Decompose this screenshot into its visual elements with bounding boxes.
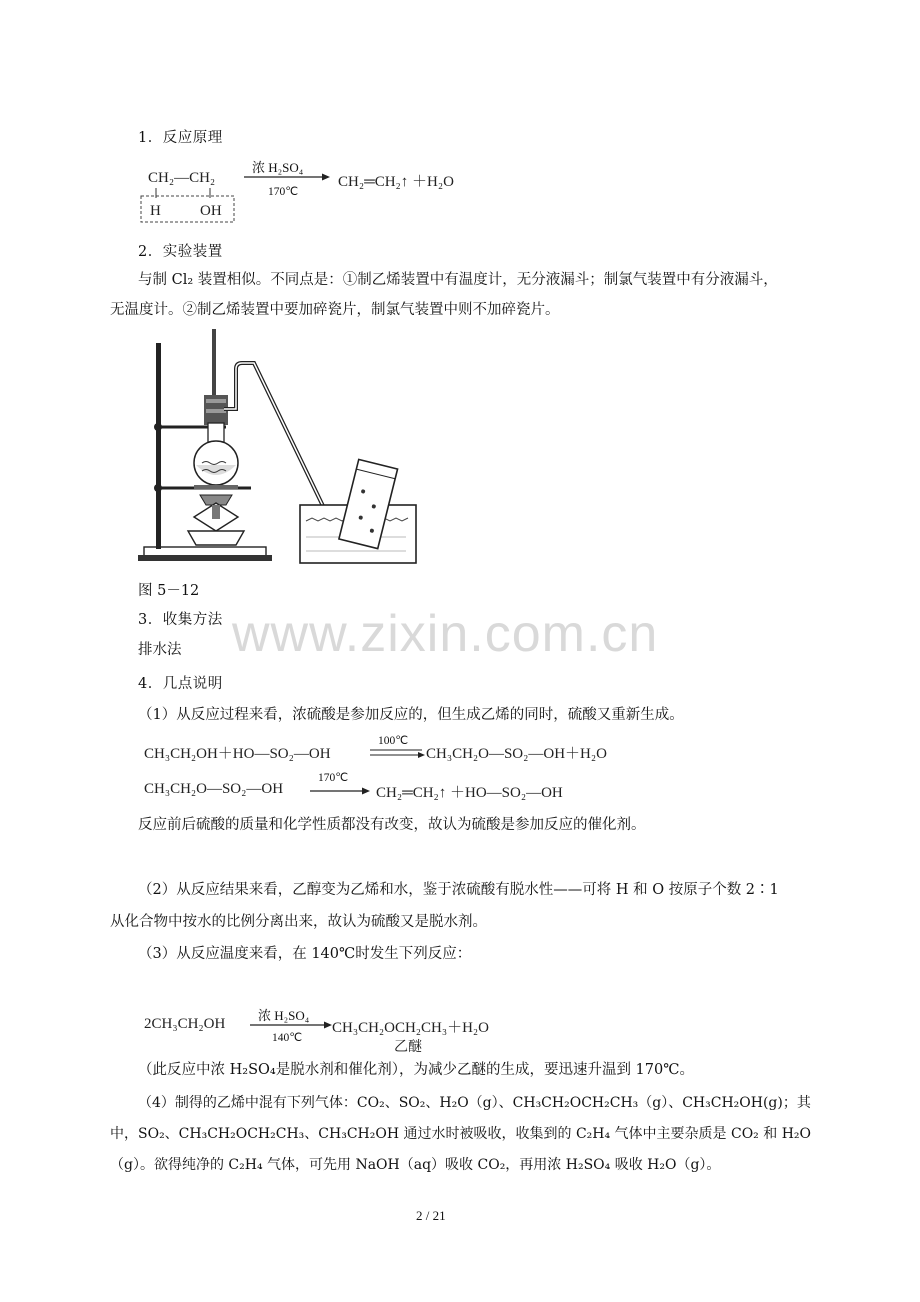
eq1-catalyst: 浓 H₂SO₄ [252,160,304,175]
figure-caption: 图 5－12 [138,583,200,599]
eq4-catalyst: 浓 H₂SO₄ [258,1008,310,1023]
point-2-line-1: （2）从反应结果来看，乙醇变为乙烯和水，鉴于浓硫酸有脱水性——可将 H 和 O 按原子个数 2∶1 [138,882,779,898]
point-3-text: （3）从反应温度来看，在 140℃时发生下列反应： [138,946,472,962]
point-1-text: （1）从反应过程来看，浓硫酸是参加反应的，但生成乙烯的同时，硫酸又重新生成。 [138,707,684,723]
section-3-text: 排水法 [138,642,182,658]
eq3-condition: 170℃ [318,772,349,784]
eq2-condition: 100℃ [378,735,409,747]
eq1-hydrogen: H [150,203,161,219]
point-2-line-2: 从化合物中按水的比例分离出来，故认为硫酸又是脱水剂。 [110,914,487,930]
apparatus-figure [136,325,426,573]
eq4-arrow [250,1020,334,1030]
section-4-heading: 4．几点说明 [138,676,223,692]
page-number: 2 / 21 [416,1208,446,1223]
eq4-product-name: 乙醚 [394,1040,422,1055]
section-2-line-1: 与制 Cl₂ 装置相似。不同点是：①制乙烯装置中有温度计，无分液漏斗；制氯气装置中有分液漏斗， [138,272,778,288]
eq4-right: CH₃CH₂OCH₂CH₃＋H₂O [332,1020,489,1036]
point-4-line-2: 中，SO₂、CH₃CH₂OCH₂CH₃、CH₃CH₂OH 通过水时被吸收，收集到的 C₂H₄ 气体中主要杂质是 CO₂ 和 H₂O [110,1126,811,1142]
eq1-reactant-chain: CH₂—CH₂ [148,170,216,186]
eq2-left: CH₃CH₂OH＋HO—SO₂—OH [144,746,331,762]
eq4-left: 2CH₃CH₂OH [144,1016,226,1032]
section-2-line-2: 无温度计。②制乙烯装置中要加碎瓷片，制氯气装置中则不加碎瓷片。 [110,302,560,318]
eq3-arrow [310,786,372,796]
eq1-arrow [244,172,332,182]
eq1-product: CH₂═CH₂↑ ＋H₂O [338,174,454,190]
eq3-left: CH₃CH₂O—SO₂—OH [144,781,284,797]
eq4-temperature: 140℃ [272,1032,303,1044]
section-1-heading: 1．反应原理 [138,130,223,146]
point-4-line-1: （4）制得的乙烯中混有下列气体：CO₂、SO₂、H₂O（g）、CH₃CH₂OCH₂CH₃（g）、CH₃CH₂OH(g)；其 [138,1095,811,1111]
section-2-heading: 2．实验装置 [138,244,223,260]
point-4-line-3: （g）。欲得纯净的 C₂H₄ 气体，可先用 NaOH（aq）吸收 CO₂，再用浓 H₂SO₄ 吸收 H₂O（g）。 [110,1157,721,1173]
eq1-temperature: 170℃ [268,186,299,198]
point-1-conclusion: 反应前后硫酸的质量和化学性质都没有改变，故认为硫酸是参加反应的催化剂。 [138,817,646,833]
section-3-heading: 3．收集方法 [138,612,223,628]
eq2-equilibrium-arrow [368,747,426,759]
eq2-right: CH₃CH₂O—SO₂—OH＋H₂O [426,746,607,762]
point-3-note: （此反应中浓 H₂SO₄是脱水剂和催化剂），为减少乙醚的生成，要迅速升温到 170℃。 [138,1062,694,1078]
eq1-hydroxyl: OH [200,203,222,219]
watermark: www.zixin.com.cn [232,605,659,663]
eq3-right: CH₂═CH₂↑ ＋HO—SO₂—OH [376,785,563,801]
